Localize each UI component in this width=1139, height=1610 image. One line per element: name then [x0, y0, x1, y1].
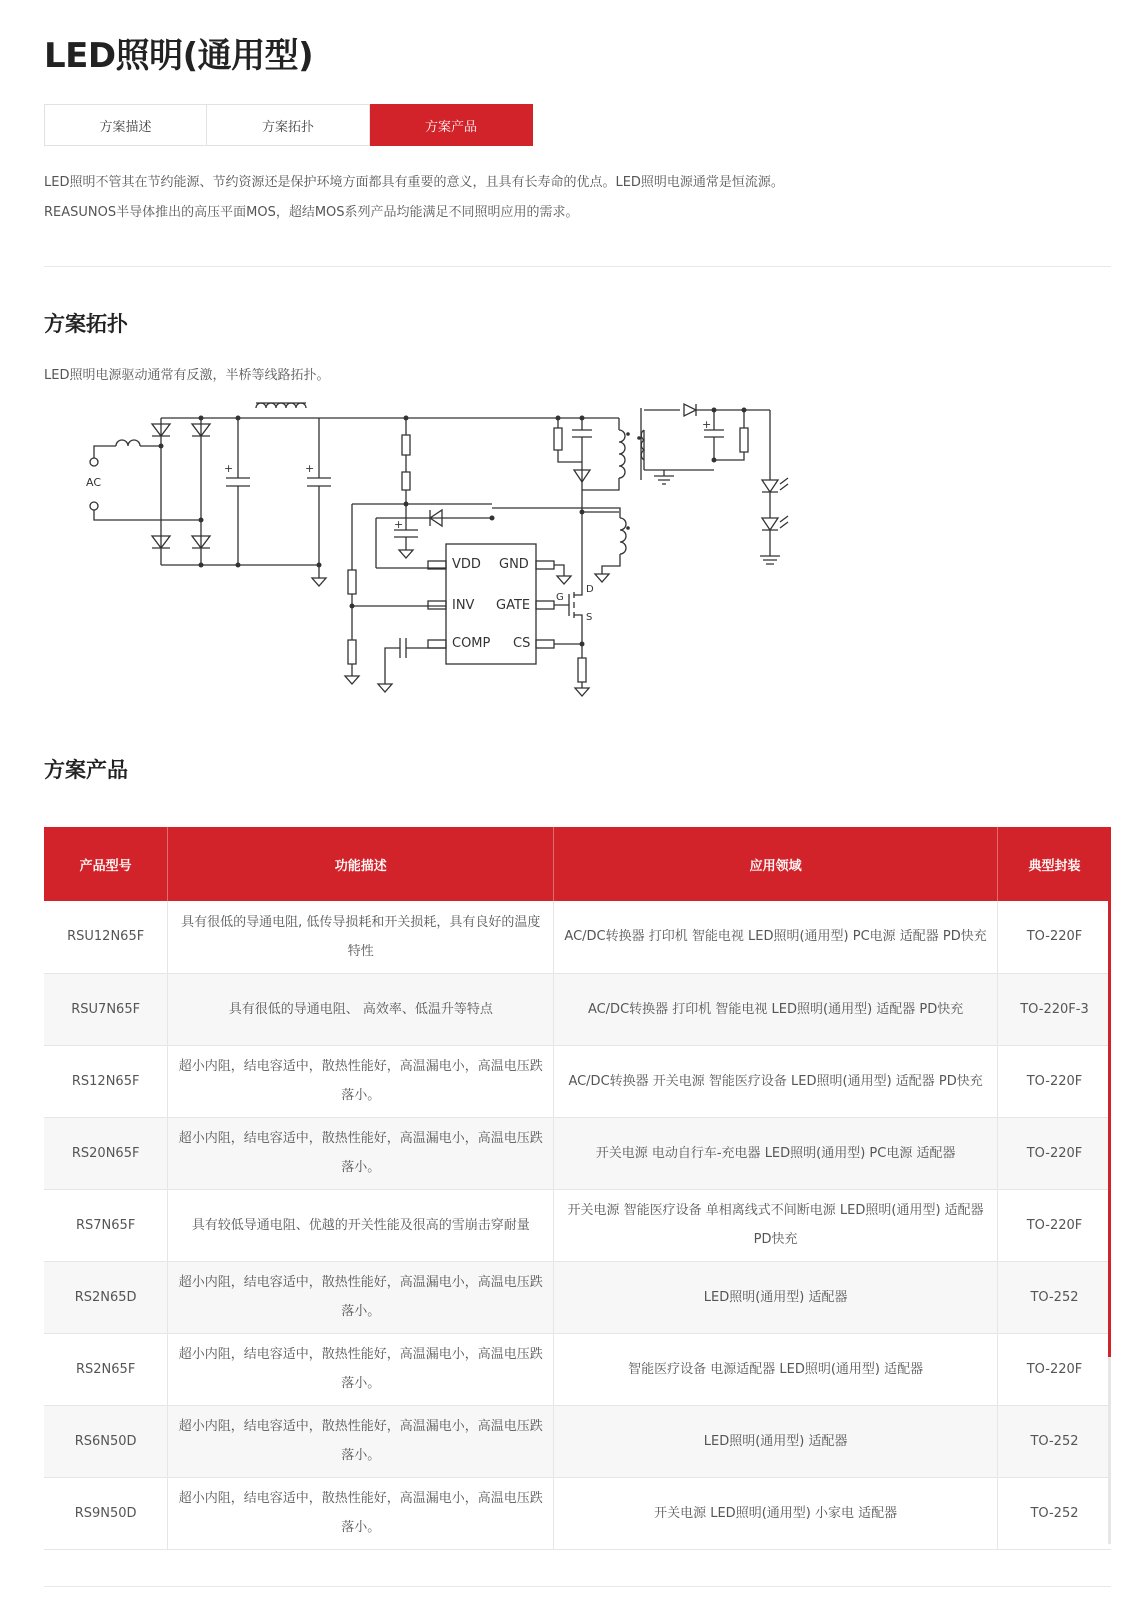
cell-package: TO-252: [997, 1261, 1111, 1333]
ac-terminal-bottom: [90, 502, 98, 510]
cell-application: 开关电源 LED照明(通用型) 小家电 适配器: [554, 1477, 998, 1549]
cell-model: RS2N65F: [44, 1333, 168, 1405]
cell-model: RSU7N65F: [44, 973, 168, 1045]
comp-capacitor: [378, 638, 446, 692]
topology-description: LED照明电源驱动通常有反激，半桥等线路拓扑。: [44, 368, 330, 383]
label-mosfet-g: G: [556, 592, 564, 603]
led-emission-arrows: [780, 478, 788, 528]
table-scrollbar-thumb[interactable]: [1108, 827, 1111, 1357]
bulk-capacitor: [226, 418, 250, 565]
ground-left: [312, 578, 326, 586]
cell-application: AC/DC转换器 开关电源 智能医疗设备 LED照明(通用型) 适配器 PD快充: [554, 1045, 998, 1117]
cell-feature: 超小内阻，结电容适中，散热性能好，高温漏电小，高温电压跌落小。: [168, 1261, 554, 1333]
pin-cs: [536, 640, 554, 648]
header-package: 典型封装: [997, 827, 1111, 901]
cell-application: 智能医疗设备 电源适配器 LED照明(通用型) 适配器: [554, 1333, 998, 1405]
cell-feature: 超小内阻，结电容适中，散热性能好，高温漏电小，高温电压跌落小。: [168, 1333, 554, 1405]
cell-package: TO-220F: [997, 1333, 1111, 1405]
cell-feature: 具有很低的导通电阻、 高效率、低温升等特点: [168, 973, 554, 1045]
tab-bar: [44, 104, 533, 146]
led-string: [762, 410, 778, 556]
cell-feature: 具有较低导通电阻、优越的开关性能及很高的雪崩击穿耐量: [168, 1189, 554, 1261]
cell-package: TO-220F: [997, 1045, 1111, 1117]
second-capacitor: [307, 418, 331, 578]
plus-bulk: +: [224, 462, 234, 475]
ac-terminal-top: [90, 458, 98, 466]
pin-inv: [428, 601, 446, 609]
cell-feature: 超小内阻，结电容适中，散热性能好，高温漏电小，高温电压跌落小。: [168, 1477, 554, 1549]
intro-line-2: REASUNOS半导体推出的高压平面MOS，超结MOS系列产品均能满足不同照明应用的需求。: [44, 205, 579, 220]
pin-gate: [536, 601, 554, 609]
ac-label: AC: [86, 476, 102, 489]
transformer-primary: [582, 418, 625, 490]
tab-topology[interactable]: 方案拓扑: [207, 104, 370, 146]
label-mosfet-s: S: [586, 612, 593, 623]
intro-line-1: LED照明不管其在节约能源、节约资源还是保护环境方面都具有重要的意义，且具有长寿命的优点。LED照明电源通常是恒流源。: [44, 175, 784, 190]
topology-title: 方案拓扑: [44, 312, 128, 336]
circuit-wires: [90, 403, 788, 696]
pin-gnd: [536, 561, 554, 569]
ground-sense: [575, 688, 589, 696]
cell-application: LED照明(通用型) 适配器: [554, 1405, 998, 1477]
cell-feature: 超小内阻，结电容适中，散热性能好，高温漏电小，高温电压跌落小。: [168, 1405, 554, 1477]
cell-feature: 超小内阻，结电容适中，散热性能好，高温漏电小，高温电压跌落小。: [168, 1117, 554, 1189]
header-model: 产品型号: [44, 827, 168, 901]
label-gate: GATE: [496, 598, 531, 613]
label-cs: CS: [513, 636, 531, 651]
table-row: [44, 1045, 1111, 1117]
circuit-labels: [86, 418, 711, 651]
plus-second: +: [305, 462, 315, 475]
pfc-inductor: [256, 403, 306, 408]
topology-circuit-diagram: [44, 400, 814, 720]
sense-resistor: [554, 644, 586, 688]
header-feature: 功能描述: [168, 827, 554, 901]
snubber-capacitor: [572, 418, 592, 462]
label-gnd: GND: [499, 557, 529, 572]
tab-description[interactable]: 方案描述: [44, 104, 207, 146]
divider: [44, 266, 1111, 267]
table-row: [44, 1117, 1111, 1189]
intro-text: [44, 168, 784, 228]
cell-application: AC/DC转换器 打印机 智能电视 LED照明(通用型) 适配器 PD快充: [554, 973, 998, 1045]
cell-model: RS12N65F: [44, 1045, 168, 1117]
label-inv: INV: [452, 598, 475, 613]
cell-model: RS20N65F: [44, 1117, 168, 1189]
products-title: 方案产品: [44, 758, 128, 782]
label-comp: COMP: [452, 636, 491, 651]
output-diode: [684, 404, 696, 416]
startup-resistors: [402, 418, 410, 504]
bottom-divider: [44, 1586, 1111, 1587]
cell-package: TO-220F: [997, 1189, 1111, 1261]
label-mosfet-d: D: [586, 584, 594, 595]
ground-led: [760, 556, 780, 564]
ground-ic: [557, 576, 571, 584]
label-vdd: VDD: [452, 557, 481, 572]
cell-application: 开关电源 智能医疗设备 单相离线式不间断电源 LED照明(通用型) 适配器 PD快充: [554, 1189, 998, 1261]
page-title: LED照明(通用型): [44, 36, 314, 76]
products-table: [44, 827, 1111, 1550]
cell-model: RS7N65F: [44, 1189, 168, 1261]
table-row: [44, 1189, 1111, 1261]
ground-vdd: [399, 550, 413, 558]
cell-model: RS9N50D: [44, 1477, 168, 1549]
cell-application: 开关电源 电动自行车-充电器 LED照明(通用型) PC电源 适配器: [554, 1117, 998, 1189]
cell-feature: 超小内阻，结电容适中，散热性能好，高温漏电小，高温电压跌落小。: [168, 1045, 554, 1117]
table-row: [44, 1261, 1111, 1333]
table-row: [44, 973, 1111, 1045]
header-application: 应用领域: [554, 827, 998, 901]
cell-model: RS6N50D: [44, 1405, 168, 1477]
cell-model: RSU12N65F: [44, 901, 168, 973]
inv-divider-top: [348, 504, 492, 606]
ground-output: [654, 470, 674, 484]
cell-application: AC/DC转换器 打印机 智能电视 LED照明(通用型) PC电源 适配器 PD快充: [554, 901, 998, 973]
table-row: [44, 901, 1111, 973]
output-resistor: [714, 410, 748, 460]
tab-products[interactable]: 方案产品: [370, 104, 533, 146]
input-fuse: [116, 440, 140, 446]
cell-application: LED照明(通用型) 适配器: [554, 1261, 998, 1333]
transformer-secondary: [641, 430, 644, 470]
plus-output: +: [702, 418, 712, 431]
inv-divider-bottom: [348, 606, 356, 676]
snubber-resistor: [554, 418, 582, 462]
table-header-row: [44, 827, 1111, 901]
ground-divider: [345, 676, 359, 684]
table-row: [44, 1333, 1111, 1405]
table-row: [44, 1477, 1111, 1549]
cell-package: TO-220F: [997, 901, 1111, 973]
cell-package: TO-252: [997, 1405, 1111, 1477]
table-row: [44, 1405, 1111, 1477]
ground-aux: [595, 574, 609, 582]
cell-model: RS2N65D: [44, 1261, 168, 1333]
cell-package: TO-220F: [997, 1117, 1111, 1189]
pin-comp: [428, 640, 446, 648]
cell-package: TO-220F-3: [997, 973, 1111, 1045]
cell-feature: 具有很低的导通电阻, 低传导损耗和开关损耗，具有良好的温度特性: [168, 901, 554, 973]
products-table-container[interactable]: [44, 827, 1111, 1550]
cell-package: TO-252: [997, 1477, 1111, 1549]
plus-vdd: +: [394, 518, 404, 531]
